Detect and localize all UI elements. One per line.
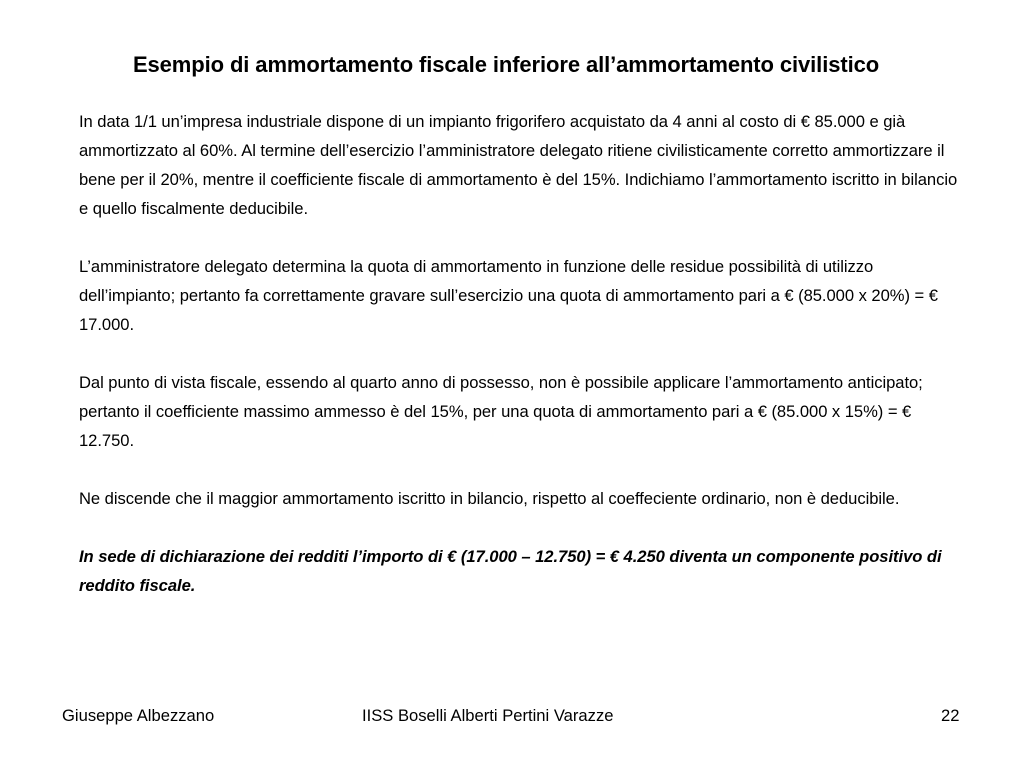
footer-page-number: 22 <box>941 706 960 725</box>
slide-body <box>79 107 964 600</box>
footer-author: Giuseppe Albezzano <box>62 706 215 725</box>
paragraph-fiscal-depreciation: Dal punto di vista fiscale, essendo al quarto anno di possesso, non è possibile applicare l’ammortamento anticipato; pertanto il coefficiente massimo ammesso è del 15%, per una quota di ammortamento pari a € (85.000 x 15%) = € 12.750. <box>79 373 923 450</box>
paragraph-non-deductible: Ne discende che il maggior ammortamento iscritto in bilancio, rispetto al coeffeciente ordinario, non è deducibile. <box>79 489 900 508</box>
slide-title: Esempio di ammortamento fiscale inferiore all’ammortamento civilistico <box>132 52 880 77</box>
paragraph-problem-statement: In data 1/1 un’impresa industriale dispone di un impianto frigorifero acquistato da 4 anni al costo di € 85.000 e già ammortizzato al 60%. Al termine dell’esercizio l’amministratore delegato ritiene civilisticamente corretto ammortizzare il bene per il 20%, mentre il coefficiente fiscale di ammortamento è del 15%. Indichiamo l’ammortamento iscritto in bilancio e quello fiscalmente deducibile. <box>79 112 958 218</box>
paragraph-civil-depreciation: L’amministratore delegato determina la quota di ammortamento in funzione delle residue possibilità di utilizzo dell’impianto; pertanto fa correttamente gravare sull’esercizio una quota di ammortamento pari a € (85.000 x 20%) = € 17.000. <box>79 257 938 334</box>
paragraph-conclusion: In sede di dichiarazione dei redditi l’importo di € (17.000 – 12.750) = € 4.250 diventa un componente positivo di reddito fiscale. <box>79 547 942 595</box>
footer-school: IISS Boselli Alberti Pertini Varazze <box>362 706 614 725</box>
